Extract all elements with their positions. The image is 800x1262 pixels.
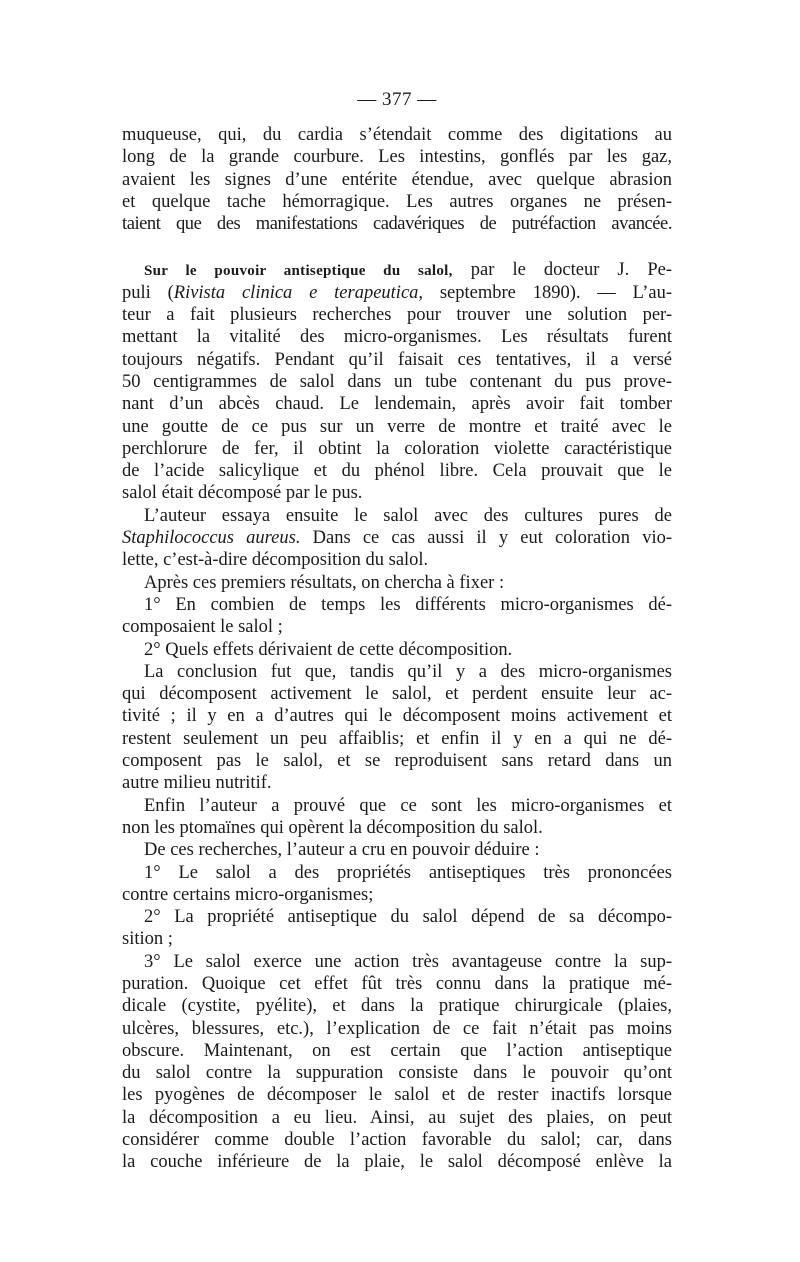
text-line: teur a fait plusieurs recherches pour trouver une solution per- — [122, 305, 672, 326]
text-line: 2° La propriété antiseptique du salol dépend de sa décompo- — [144, 907, 672, 928]
text-line: puration. Quoique cet effet fût très connu dans la pratique mé- — [122, 973, 672, 994]
text-line: qui décomposent activement le salol, et perdent ensuite leur ac- — [122, 684, 672, 705]
text-line: Enfin l’auteur a prouvé que ce sont les micro-organismes et — [144, 795, 672, 816]
text-line: et quelque tache hémorragique. Les autres organes ne présen- — [122, 191, 672, 212]
species-name: Staphilococcus aureus. — [122, 528, 301, 549]
text-line: taient que des manifestations cadavériques de putréfaction avancée. — [122, 214, 672, 235]
text-line: lette, c’est-à-dire décomposition du salol. — [122, 550, 429, 571]
text-line: considérer comme double l’action favorable du salol; car, dans — [122, 1130, 672, 1151]
text-line: 1° En combien de temps les différents micro-organismes dé- — [144, 594, 672, 615]
text-line: perchlorure de fer, il obtint la coloration violette caractéristique — [122, 438, 672, 459]
species-line — [122, 527, 672, 549]
article-heading: Sur le pouvoir antiseptique du salol, — [144, 263, 453, 280]
text-line: tivité ; il y en a d’autres qui le décomposent moins activement et — [122, 706, 672, 727]
text-line: avaient les signes d’une entérite étendue, avec quelque abrasion — [122, 169, 672, 190]
text-line: une goutte de ce pus sur un verre de montre et traité avec le — [122, 416, 672, 437]
text-line: 2° Quels effets dérivaient de cette décomposition. — [144, 639, 513, 660]
text-line: Après ces premiers résultats, on chercha à fixer : — [144, 572, 505, 593]
paragraph-continued — [122, 124, 672, 235]
text-line: 3° Le salol exerce une action très avantageuse contre la sup- — [144, 951, 672, 972]
text-line: obscure. Maintenant, on est certain que l’action antiseptique — [122, 1040, 672, 1061]
journal-title: Rivista clinica e terapeutica, — [173, 282, 424, 303]
text-line: L’auteur essaya ensuite le salol avec des cultures pures de — [144, 505, 672, 526]
article-salol — [122, 259, 672, 1173]
text-line: 50 centigrammes de salol dans un tube contenant du pus prove- — [122, 371, 672, 392]
text-line: ulcères, blessures, etc.), l’explication de ce fait n’était pas moins — [122, 1018, 672, 1039]
text-line: autre milieu nutritif. — [122, 773, 272, 794]
text-line: nant d’un abcès chaud. Le lendemain, après avoir fait tomber — [122, 394, 672, 415]
page-number: — 377 — — [357, 89, 437, 110]
text-line: contre certains micro-organismes; — [122, 884, 374, 905]
citation-date: septembre 1890). — L’au- — [423, 282, 672, 303]
section-gap — [122, 235, 672, 259]
text-line: composaient le salol ; — [122, 617, 283, 638]
citation-author-end: puli ( — [122, 282, 174, 303]
text-line: salol était décomposé par le pus. — [122, 483, 363, 504]
citation-line — [122, 282, 672, 304]
text-line: muqueuse, qui, du cardia s’étendait comme des digitations au — [122, 125, 672, 145]
article-heading-line — [122, 259, 672, 281]
text-line: la décomposition a eu lieu. Ainsi, au sujet des plaies, on peut — [122, 1107, 672, 1128]
text-line: la couche inférieure de la plaie, le salol décomposé enlève la — [122, 1152, 672, 1173]
text-line: non les ptomaïnes qui opèrent la décomposition du salol. — [122, 817, 543, 838]
page — [122, 88, 672, 1174]
text-line: du salol contre la suppuration consiste dans le pouvoir qu’ont — [122, 1063, 672, 1084]
text-line: La conclusion fut que, tandis qu’il y a des micro-organismes — [144, 661, 672, 682]
text-line: toujours négatifs. Pendant qu’il faisait ces tentatives, il a versé — [122, 349, 672, 370]
text-line: De ces recherches, l’auteur a cru en pouvoir déduire : — [144, 840, 540, 861]
text-line: mettant la vitalité des micro-organismes. Les résultats furent — [122, 327, 672, 348]
text-line: long de la grande courbure. Les intestins, gonflés par les gaz, — [122, 147, 672, 168]
text-line: restent seulement un peu affaiblis; et enfin il y en a qui ne dé- — [122, 728, 672, 749]
text-line: dicale (cystite, pyélite), et dans la pratique chirurgicale (plaies, — [122, 996, 672, 1017]
text-line: 1° Le salol a des propriétés antiseptiques très prononcées — [144, 862, 672, 883]
species-line-rest: Dans ce cas aussi il y eut coloration vio- — [300, 528, 673, 549]
text-line: composent pas le salol, et se reproduisent sans retard dans un — [122, 751, 672, 772]
text-line: de l’acide salicylique et du phénol libre. Cela prouvait que le — [122, 461, 672, 482]
article-author: par le docteur J. Pe- — [452, 260, 672, 281]
text-line: sition ; — [122, 929, 173, 950]
text-line: les pyogènes de décomposer le salol et de rester inactifs lorsque — [122, 1085, 672, 1106]
